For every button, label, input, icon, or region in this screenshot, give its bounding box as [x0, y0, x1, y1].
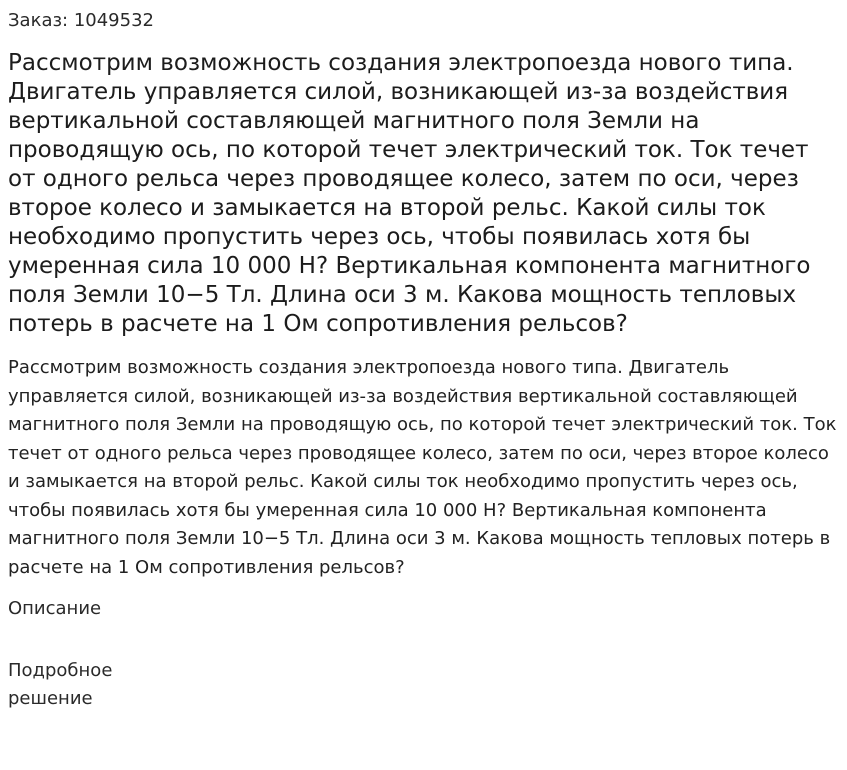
page-content — [8, 0, 838, 713]
order-number: Заказ: 1049532 — [8, 10, 154, 31]
task-text: Рассмотрим возможность создания электропоезда нового типа. Двигатель управляется силой, возникающей из-за воздействия вертикальной составляющей магнитного поля Земли на проводящую ось, по которой течет электрический ток. Ток течет от одного рельса через проводящее колесо, затем по оси, через второе колесо и замыкается на второй рельс. Какой силы ток необходимо пропустить через ось, чтобы появилась хотя бы умеренная сила 10 000 Н? Вертикальная компонента магнитного поля Земли 10−5 Тл. Длина оси 3 м. Какова мощность тепловых потерь в расчете на 1 Ом сопротивления рельсов? — [8, 357, 837, 578]
task-title: Рассмотрим возможность создания электропоезда нового типа. Двигатель управляется силой, возникающей из-за воздействия вертикальной составляющей магнитного поля Земли на проводящую ось, по которой течет электрический ток. Ток течет от одного рельса через проводящее колесо, затем по оси, через второе колесо и замыкается на второй рельс. Какой силы ток необходимо пропустить через ось, чтобы появилась хотя бы умеренная сила 10 000 Н? Вертикальная компонента магнитного поля Земли 10−5 Тл. Длина оси 3 м. Какова мощность тепловых потерь в расчете на 1 Ом сопротивления рельсов? — [8, 50, 811, 337]
description-label: Описание — [8, 598, 102, 620]
solution-label: Подробное решение — [8, 660, 113, 710]
